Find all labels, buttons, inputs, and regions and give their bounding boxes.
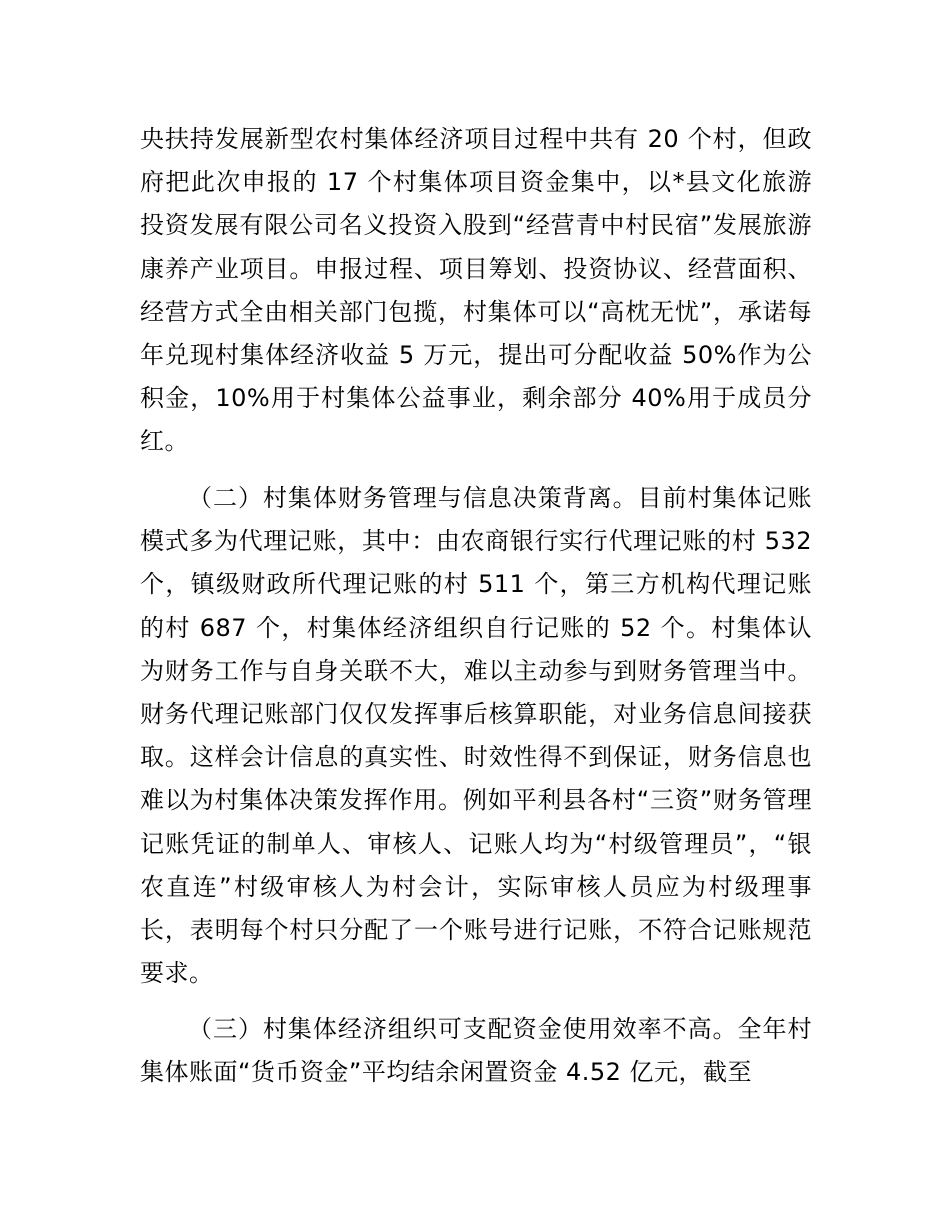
paragraph-3: （三）村集体经济组织可支配资金使用效率不高。全年村集体账面“货币资金”平均结余闲置资金 4.52 亿元，截至	[140, 1015, 812, 1087]
paragraph-1: 央扶持发展新型农村集体经济项目过程中共有 20 个村，但政府把此次申报的 17 个村集体项目资金集中，以*县文化旅游投资发展有限公司名义投资入股到“经营青中村民宿”发展旅游康养产业项目。申报过程、项目筹划、投资协议、经营面积、经营方式全由相关部门包揽，村集体可以“高枕无忧”，承诺每年兑现村集体经济收益 5 万元，提出可分配收益 50%作为公积金，10%用于村集体公益事业，剩余部分 40%用于成员分红。	[140, 125, 812, 456]
paragraph-2: （二）村集体财务管理与信息决策背离。目前村集体记账模式多为代理记账，其中：由农商银行实行代理记账的村 532 个，镇级财政所代理记账的村 511 个，第三方机构代理记账的村 687 个，村集体经济组织自行记账的 52 个。村集体认为财务工作与自身关联不大，难以主动参与到财务管理当中。财务代理记账部门仅仅发挥事后核算职能，对业务信息间接获取。这样会计信息的真实性、时效性得不到保证，财务信息也难以为村集体决策发挥作用。例如平利县各村“三资”财务管理记账凭证的制单人、审核人、记账人均为“村级管理员”，“银农直连”村级审核人为村会计，实际审核人员应为村级理事长，表明每个村只分配了一个账号进行记账，不符合记账规范要求。	[140, 484, 812, 988]
